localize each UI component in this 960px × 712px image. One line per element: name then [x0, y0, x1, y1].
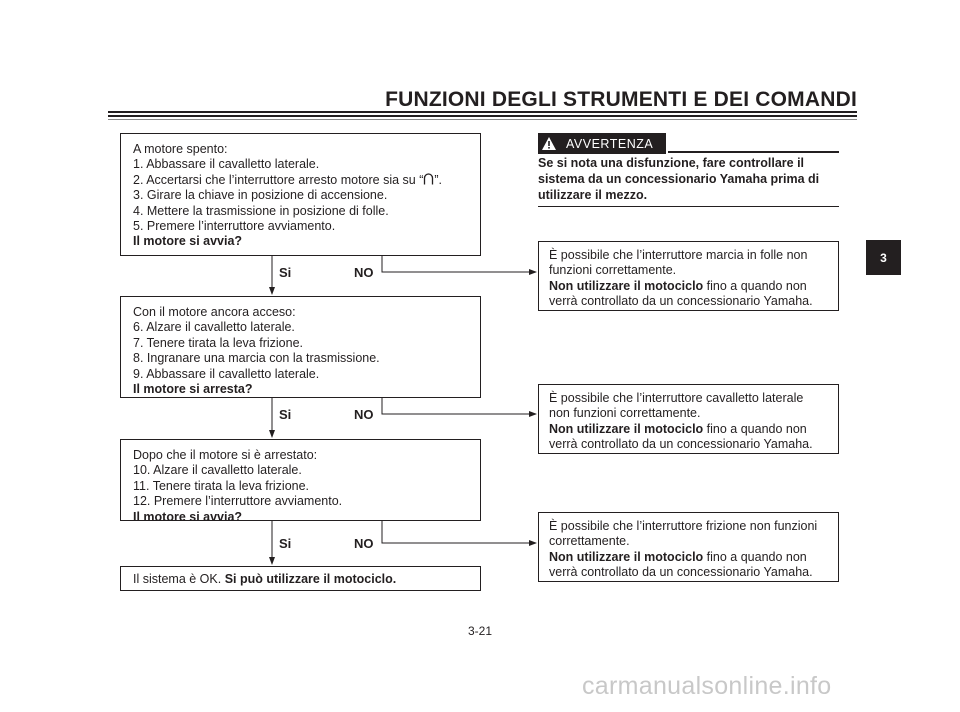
- note-box-neutral-switch: [538, 241, 839, 311]
- note-text: È possibile che l’interruttore cavalletto laterale: [549, 391, 804, 405]
- step-text: Dopo che il motore si è arrestato:: [133, 448, 318, 462]
- warning-text: [538, 156, 839, 203]
- note-text: verrà controllato da un concessionario Yamaha.: [549, 437, 813, 452]
- note-text: verrà controllato da un concessionario Yamaha.: [549, 294, 813, 309]
- step-text: A motore spento:: [133, 142, 228, 156]
- page-number: 3-21: [467, 624, 493, 638]
- note-bold: Non utilizzare il motociclo: [549, 278, 704, 293]
- note-text: funzioni correttamente.: [549, 263, 677, 278]
- warning-triangle-icon: [538, 133, 560, 154]
- step-text-part: ”.: [434, 172, 443, 187]
- watermark: carmanualsonline.info: [582, 672, 832, 700]
- step-question: Il motore si avvia?: [133, 509, 243, 524]
- step-text: 5. Premere l’interruttore avviamento.: [133, 219, 336, 234]
- note-bold: Non utilizzare il motociclo: [549, 549, 704, 564]
- step-text: 7. Tenere tirata la leva frizione.: [133, 335, 304, 350]
- note-text: È possibile che l’interruttore marcia in folle non: [549, 248, 808, 262]
- note-box-clutch-switch: [538, 512, 839, 582]
- yes-label: Si: [279, 536, 292, 551]
- no-label: NO: [354, 407, 374, 422]
- note-box-sidestand-switch: [538, 384, 839, 454]
- no-arrow-1: [382, 256, 536, 272]
- chapter-tab: 3: [866, 240, 901, 275]
- note-text: correttamente.: [549, 534, 630, 549]
- result-bold: Si può utilizzare il motociclo.: [224, 572, 397, 586]
- no-arrow-2: [382, 398, 536, 414]
- flow-step-2: [120, 296, 481, 398]
- yes-label: Si: [279, 407, 292, 422]
- flow-step-1: [120, 133, 481, 256]
- note-text: È possibile che l’interruttore frizione non funzioni: [549, 519, 818, 533]
- note-text: verrà controllato da un concessionario Yamaha.: [549, 565, 813, 580]
- step-text: 9. Abbassare il cavalletto laterale.: [133, 366, 320, 381]
- step-text: Con il motore ancora acceso:: [133, 305, 296, 319]
- flow-step-3: [120, 439, 481, 524]
- warning-line: Se si nota una disfunzione, fare controllare il: [538, 156, 805, 170]
- note-text: fino a quando non: [703, 421, 807, 436]
- step-text: 8. Ingranare una marcia con la trasmissione.: [133, 351, 380, 366]
- no-label: NO: [354, 265, 374, 280]
- no-label: NO: [354, 536, 374, 551]
- step-text: 4. Mettere la trasmissione in posizione di folle.: [133, 203, 389, 218]
- warning-rule: [668, 151, 839, 153]
- note-text: fino a quando non: [703, 278, 807, 293]
- step-text: [133, 173, 468, 188]
- result-text: Il sistema è OK.: [133, 572, 225, 586]
- step-text: 1. Abbassare il cavalletto laterale.: [133, 157, 320, 172]
- step-question: Il motore si avvia?: [133, 234, 243, 249]
- note-bold: Non utilizzare il motociclo: [549, 421, 704, 436]
- step-text: 11. Tenere tirata la leva frizione.: [133, 478, 310, 493]
- yes-label: Si: [279, 265, 292, 280]
- step-text: 3. Girare la chiave in posizione di accensione.: [133, 188, 388, 203]
- step-text: 12. Premere l’interruttore avviamento.: [133, 494, 343, 509]
- step-text: 10. Alzare il cavalletto laterale.: [133, 463, 302, 478]
- step-text-part: 2. Accertarsi che l’interruttore arresto motore sia su “: [133, 172, 424, 187]
- note-text: non funzioni correttamente.: [549, 406, 701, 421]
- warning-label: [538, 133, 666, 154]
- warning-line: sistema da un concessionario Yamaha prima di: [538, 171, 820, 186]
- page-title: FUNZIONI DEGLI STRUMENTI E DEI COMANDI: [385, 88, 857, 111]
- flow-result: [120, 566, 481, 591]
- warning-label-text: AVVERTENZA: [566, 136, 654, 151]
- engine-stop-run-icon: [423, 173, 434, 185]
- note-text: fino a quando non: [703, 549, 807, 564]
- step-question: Il motore si arresta?: [133, 382, 253, 397]
- warning-line: utilizzare il mezzo.: [538, 187, 648, 202]
- warning-bottom-rule: [538, 206, 839, 207]
- step-text: 6. Alzare il cavalletto laterale.: [133, 320, 295, 335]
